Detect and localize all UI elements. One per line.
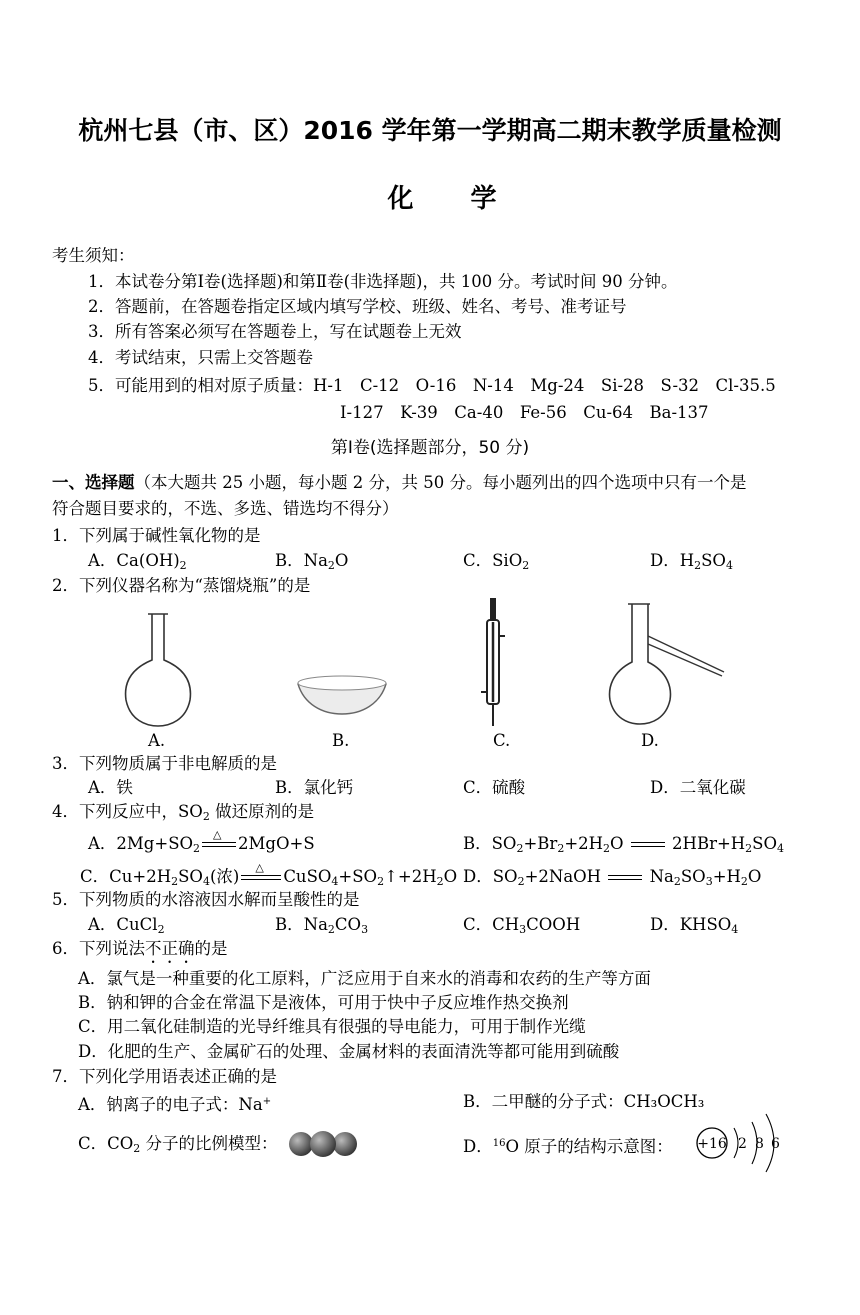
q7-option-c: C．$CO_2$ 分子的比例模型： bbox=[78, 1134, 278, 1155]
part-description-cont: 符合题目要求的，不选、多选、错选均不得分） bbox=[52, 499, 399, 518]
q6-option-a: A．氯气是一种重要的化工原料，广泛应用于自来水的消毒和农药的生产等方面 bbox=[78, 969, 651, 988]
q4-stem: 4．下列反应中，$SO_2$ 做还原剂的是 bbox=[52, 802, 315, 823]
shell-2-count: 8 bbox=[755, 1136, 764, 1152]
shell-1-count: 2 bbox=[738, 1136, 747, 1152]
distillation-flask-image bbox=[606, 596, 732, 726]
q1-option-d: D．$H_2SO_4$ bbox=[650, 551, 733, 572]
q2-label-a: A. bbox=[148, 731, 166, 750]
subject-title: 化 学 bbox=[387, 184, 521, 214]
q2-label-b: B. bbox=[332, 731, 350, 750]
emphasis-dotted: 不正确 bbox=[145, 939, 195, 958]
q3-option-b: B．氯化钙 bbox=[275, 778, 354, 797]
q5-option-c: C．$CH_3COOH$ bbox=[463, 915, 581, 936]
q2-stem: 2．下列仪器名称为“蒸馏烧瓶”的是 bbox=[52, 576, 311, 595]
q3-option-d: D．二氧化碳 bbox=[650, 778, 746, 797]
q3-option-c: C．硫酸 bbox=[463, 778, 526, 797]
atom-structure-diagram bbox=[692, 1110, 788, 1174]
atomic-masses-line2: I-127 K-39 Ca-40 Fe-56 Cu-64 Ba-137 bbox=[340, 403, 709, 422]
q4-option-a: A．$2Mg+SO_2$ △ 2MgO+S bbox=[88, 827, 315, 855]
q1-option-a: A．$Ca(OH)_2$ bbox=[88, 551, 187, 572]
q2-label-c: C. bbox=[493, 731, 511, 750]
q6-option-c: C．用二氧化硅制造的光导纤维具有很强的导电能力，可用于制作光缆 bbox=[78, 1017, 586, 1036]
notice-heading: 考生须知： bbox=[52, 246, 135, 265]
notice-item: 5．可能用到的相对原子质量：H-1 C-12 O-16 N-14 Mg-24 Si-28 S-32 Cl-35.5 bbox=[88, 376, 776, 395]
q7-option-a: A．钠离子的电子式：Na+ bbox=[78, 1095, 272, 1114]
q2-label-d: D. bbox=[641, 731, 659, 750]
q6-stem: 6．下列说法不正确的是 bbox=[52, 939, 228, 958]
q7-option-b: B．二甲醚的分子式：CH₃OCH₃ bbox=[463, 1092, 705, 1111]
shell-3-count: 6 bbox=[771, 1136, 780, 1152]
q3-option-a: A．铁 bbox=[88, 778, 133, 797]
q6-option-b: B．钠和钾的合金在常温下是液体，可用于快中子反应堆作热交换剂 bbox=[78, 993, 569, 1012]
q5-option-b: B．$Na_2CO_3$ bbox=[275, 915, 369, 936]
round-bottom-flask-image bbox=[118, 608, 198, 728]
section-title: 第Ⅰ卷(选择题部分，50 分) bbox=[330, 438, 530, 458]
co2-space-filling-model-image bbox=[287, 1129, 361, 1159]
q6-option-d: D．化肥的生产、金属矿石的处理、金属材料的表面清洗等都可能用到硫酸 bbox=[78, 1042, 620, 1061]
evaporating-dish-image bbox=[292, 670, 392, 720]
condenser-tube-image bbox=[478, 596, 508, 728]
q1-option-b: B．$Na_2O$ bbox=[275, 551, 349, 572]
q1-option-c: C．SiO$_2$ bbox=[463, 551, 530, 572]
notice-item: 3．所有答案必须写在答题卷上，写在试题卷上无效 bbox=[88, 322, 462, 341]
q5-stem: 5．下列物质的水溶液因水解而呈酸性的是 bbox=[52, 890, 360, 909]
q4-option-b: B．$SO_2+Br_2+2H_2O$ $2HBr+H_2SO_4$ bbox=[463, 834, 785, 855]
q1-stem: 1．下列属于碱性氧化物的是 bbox=[52, 526, 261, 545]
q4-option-d: D．$SO_2+2NaOH$ $Na_2SO_3+H_2O$ bbox=[463, 867, 762, 888]
q3-stem: 3．下列物质属于非电解质的是 bbox=[52, 754, 277, 773]
notice-item: 4．考试结束，只需上交答题卷 bbox=[88, 348, 313, 367]
q7-stem: 7．下列化学用语表述正确的是 bbox=[52, 1067, 277, 1086]
q7-option-d: D．$^{16}$O 原子的结构示意图： bbox=[463, 1137, 673, 1156]
notice-item: 1．本试卷分第Ⅰ卷(选择题)和第Ⅱ卷(非选择题)，共 100 分。考试时间 90 分钟。 bbox=[88, 272, 678, 291]
exam-title: 杭州七县（市、区）2016 学年第一学期高二期末教学质量检测 bbox=[78, 116, 782, 145]
notice-item: 2．答题前，在答题卷指定区域内填写学校、班级、姓名、考号、准考证号 bbox=[88, 297, 627, 316]
part-description: （本大题共 25 小题，每小题 2 分，共 50 分。每小题列出的四个选项中只有一个是 bbox=[134, 473, 747, 492]
q5-option-d: D．$KHSO_4$ bbox=[650, 915, 739, 936]
part-label: 一、选择题 bbox=[52, 473, 135, 492]
nucleus-charge: +16 bbox=[697, 1136, 727, 1152]
q4-option-c: C．$Cu+2H_2SO_4$(浓) △ $CuSO_4+SO_2↑+2H_2O$ bbox=[80, 860, 458, 888]
q5-option-a: A．CuCl$_2$ bbox=[88, 915, 165, 936]
